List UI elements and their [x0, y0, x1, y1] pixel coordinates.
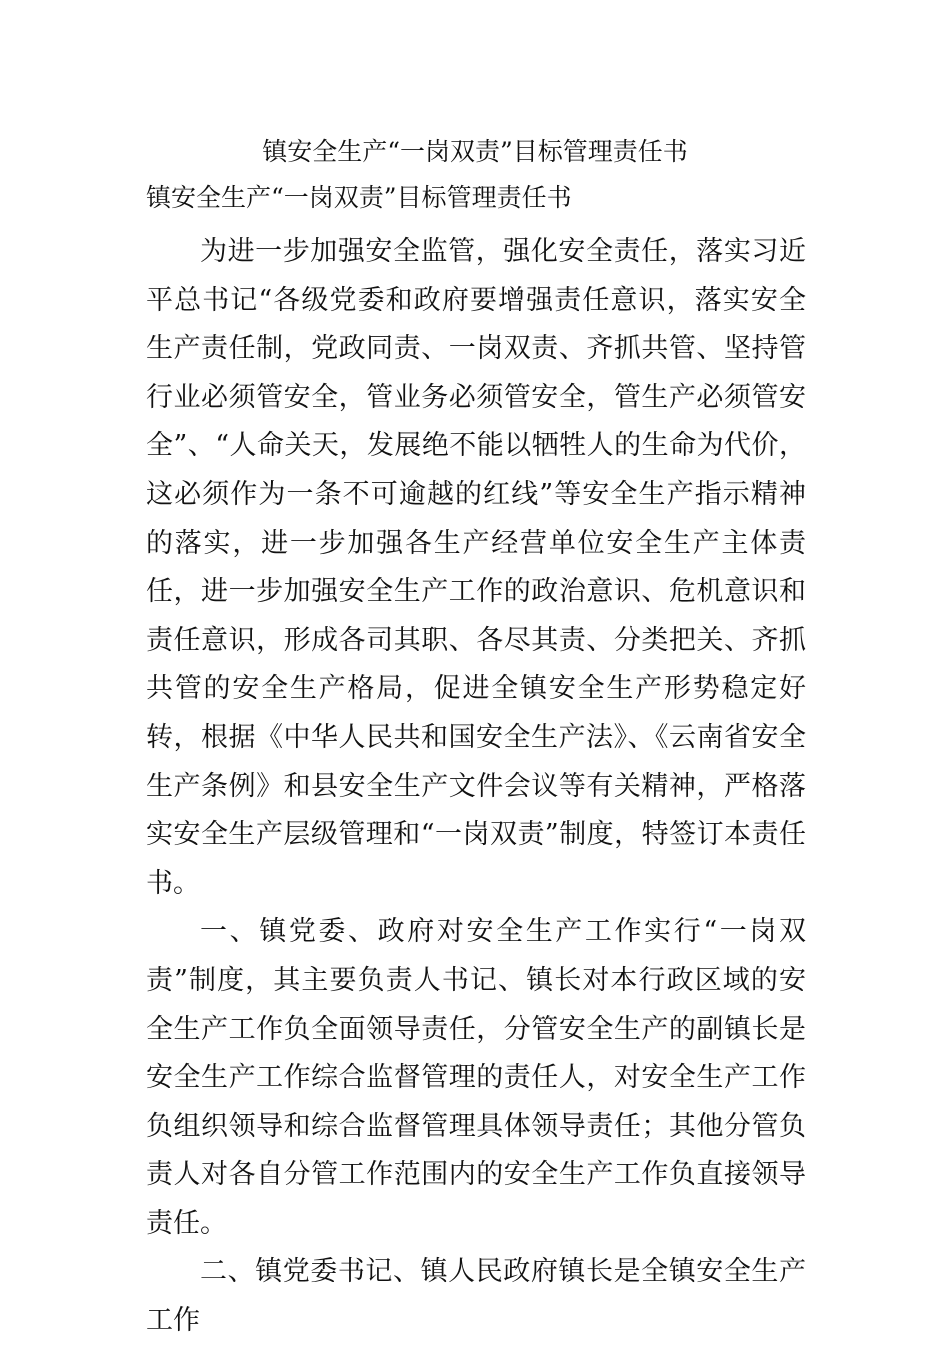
paragraph-item-2: 二、镇党委书记、镇人民政府镇长是全镇安全生产工作 [146, 1256, 806, 1337]
document-title: 镇安全生产“一岗双责”目标管理责任书 [262, 137, 688, 166]
document-body [146, 228, 806, 1346]
paragraph-intro: 为进一步加强安全监管，强化安全责任，落实习近平总书记“各级党委和政府要增强责任意识，落实安全生产责任制，党政同责、一岗双责、齐抓共管、坚持管行业必须管安全，管业务必须管安全，管生产必须管安全”、“人命关天，发展绝不能以牺牲人的生命为代价，这必须作为一条不可逾越的红线”等安全生产指示精神的落实，进一步加强各生产经营单位安全生产主体责任，进一步加强安全生产工作的政治意识、危机意识和责任意识，形成各司其职、各尽其责、分类把关、齐抓共管的安全生产格局，促进全镇安全生产形势稳定好转，根据《中华人民共和国安全生产法》、《云南省安全生产条例》和县安全生产文件会议等有关精神，严格落实安全生产层级管理和“一岗双责”制度，特签订本责任书。 [146, 236, 806, 899]
document-subtitle: 镇安全生产“一岗双责”目标管理责任书 [146, 183, 572, 212]
paragraph-item-1: 一、镇党委、政府对安全生产工作实行“一岗双责”制度，其主要负责人书记、镇长对本行政区域的安全生产工作负全面领导责任，分管安全生产的副镇长是安全生产工作综合监督管理的责任人，对安全生产工作负组织领导和综合监督管理具体领导责任；其他分管负责人对各自分管工作范围内的安全生产工作负直接领导责任。 [146, 916, 806, 1239]
